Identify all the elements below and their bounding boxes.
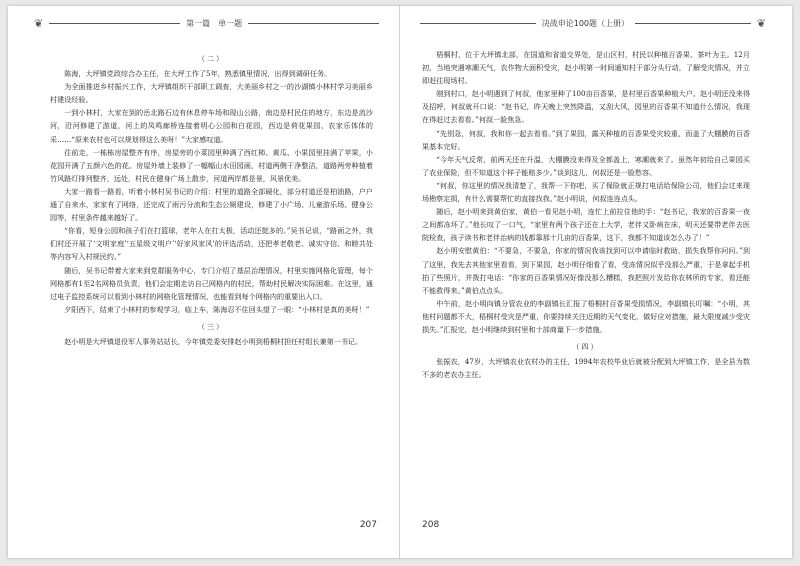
right-page bbox=[400, 6, 792, 558]
page-number: 208 bbox=[422, 520, 440, 530]
body-paragraph: “先别急，何叔，我和你一起去看看。”到了果园，露天种植的百香果受灾较重，而盖了大棚膜的百香果基本完好。 bbox=[422, 128, 750, 151]
chapter-header: 第一篇 单一题 bbox=[186, 18, 243, 28]
ornament-icon: ❦ bbox=[756, 16, 766, 30]
body-paragraph: 夕阳西下，结束了小林村的参观学习，临上车，陈海忍不住回头望了一眼：“小林村是真的美呀！” bbox=[64, 304, 370, 314]
body-paragraph: 梧桐村，位于大坪镇北部，在国道和省道交界处，是山区村，村民以种植百香果、茶叶为主。12月初，当地突遇寒潮天气，农作物大面积受灾，赵小明第一时间通知村干部分头行动，了解受灾情况，并立即赶往现场村。 bbox=[422, 50, 750, 86]
header-rule bbox=[248, 23, 379, 24]
page-body bbox=[50, 48, 373, 348]
header-rule bbox=[49, 23, 180, 24]
body-paragraph: 往前走，一栋栋房屋整齐有序，房屋旁的小菜园里种满了西红柿、黄瓜、小果园里挂满了苹果，小花园开满了五颜六色的花。房屋外墙上装修了一幅幅山水田园画，村道两侧干净整洁，道路两旁种植着竹风路灯排列整齐，远处，村民在健身广场上散步，河道两岸都是景，风景优美。 bbox=[50, 147, 373, 183]
header-rule bbox=[635, 23, 751, 24]
body-paragraph: 赵小明是大坪镇退役军人事务站站长，今年镇党委安排赵小明到梧桐村担任村组长兼第一书记。 bbox=[64, 336, 363, 346]
page-body bbox=[422, 48, 750, 381]
running-header bbox=[414, 16, 766, 30]
body-paragraph: 为全面推进乡村振兴工作，大坪镇组织干部职工调查，大美丽乡村之一的沙湖镇小林村学习美丽乡村建设经验。 bbox=[50, 82, 373, 105]
body-paragraph: 赵小明安慰黄伯：“不要急，不要急，你家的情况我该找到可以申请临时救助，损失我帮你问问。”到了这里，我先去其他家里看看，到下果园，赵小明仔细看了看，受冻情况似乎没那么严重，于是拿起手机拍了些照片，并拨打电话：“你家的百香果情况好像没那么糟糕，我把照片发给你农林所的专家，看还能不能救得来。”黄伯点点头。 bbox=[422, 246, 750, 295]
body-paragraph: 大家一路看一路看，听着小林村吴书记的介绍：村里的道路全部硬化，部分村道还是柏油路，户户通了自来水，家家有了网络，还完成了雨污分流和生态公厕建设，修建了小广场、儿童游乐场、健身公园等，村里条件越来越好了。 bbox=[50, 186, 373, 223]
body-paragraph: 随后，吴书记带着大家来到党群服务中心，专门介绍了基层治理情况，村里实施网格化管理，每个网格都有1至2名网格员负责，他们会定期走访自己网格内的村民，帮助村民解决实际困难。在这里，通过电子监控系统可以看到小林村的网格化管理情况，也能看到每个网格内的重要出入口。 bbox=[50, 265, 373, 301]
body-paragraph: 张振农，47岁，大坪镇农业农村办的主任，1994年农校毕业后就被分配到大坪镇工作，是全县为数不多的老农办主任。 bbox=[422, 357, 750, 380]
body-paragraph: 陈海，大坪镇党政综合办主任，在大坪工作了5年，熟悉镇里情况，出得到调研任务。 bbox=[64, 69, 332, 79]
body-paragraph: “何叔，你这里的情况我清楚了，我帮一下你吧，买了保险就正规打电话给保险公司，他们会过来现场勘察定损，有什么需要帮忙的直接找我。”赵小明说，何叔连连点头。 bbox=[422, 180, 750, 204]
book-title-header: 决战申论100题（上册） bbox=[541, 18, 630, 28]
body-paragraph: 中午前，赵小明向镇分管农业的李副镇长汇报了梧桐村百香果受损情况，李副镇长叮嘱：“小明，其他村问题都不大，梧桐村受灾是严重，你要持续关注近期的天气变化，做好应对措施，最大限度减少受灾损失。”汇报完，赵小明继续到村里和十部商量下一步措施。 bbox=[422, 298, 750, 334]
ornament-icon: ❦ bbox=[34, 16, 44, 30]
body-paragraph: 一到小林村，大家在到的岳北路石边有休息停车场和现山公路，南边是村民住的地方，东边是流沙河，沿河修建了游道，河上的凤鸣廊桥连接着明心公园和白花园，西边是荷花果园、农家乐体体的采……“原来农村也可以规划得这么美呀！”大家感叹道。 bbox=[50, 108, 373, 144]
book-spread bbox=[8, 6, 792, 558]
body-paragraph: 刚到村口，赵小明遇到了何叔，他家里种了100亩百香果，是村里百香果种植大户。赵小明还没来得及招呼，何叔就开口说：“赵书记，昨天晚上突然降温，又刮大风，园里的百香果不知道什么情况，我现在得赶过去看看。”何叔一脸焦急。 bbox=[422, 89, 750, 125]
body-paragraph: 随后，赵小明来到黄伯家，黄伯一看见赵小明，连忙上前拉住他的手：“赵书记，我家的百香果一夜之间都冻坏了。”他长叹了一口气，“家里有两个孩子还在上大学，老伴又卧病在床，明天还要带老伴去医院检查，孩子读书和老伴治病的钱都靠那十几亩的百香果，这下，我都不知道该怎么办了！” bbox=[422, 207, 750, 243]
section-heading: （二） bbox=[197, 54, 226, 63]
running-header bbox=[34, 16, 385, 30]
header-rule bbox=[420, 23, 536, 24]
page-number: 207 bbox=[359, 520, 377, 530]
section-heading: （四） bbox=[572, 342, 600, 352]
body-paragraph: “你看，短身公园和孩子们在打篮球，老年人在打太极，活动还挺多的。”吴书记说，“路面之外，我们村还开展了‘文明家庭’‘五星级文明户’‘好家风家风’的评选活动，还把孝老敬老、诚实守信、和睦共处等内容写入村规民约。” bbox=[50, 226, 373, 262]
left-page bbox=[8, 6, 400, 558]
section-heading: （三） bbox=[197, 321, 226, 331]
body-paragraph: “今年天气反常，前两天还在升温，大棚膜没来得及全都盖上，寒潮就来了。虽然年初给自己果园买了农业保险，但不知道这个样子能赔多少。”谈到这儿，何叔还是一脸愁容。 bbox=[422, 154, 750, 177]
